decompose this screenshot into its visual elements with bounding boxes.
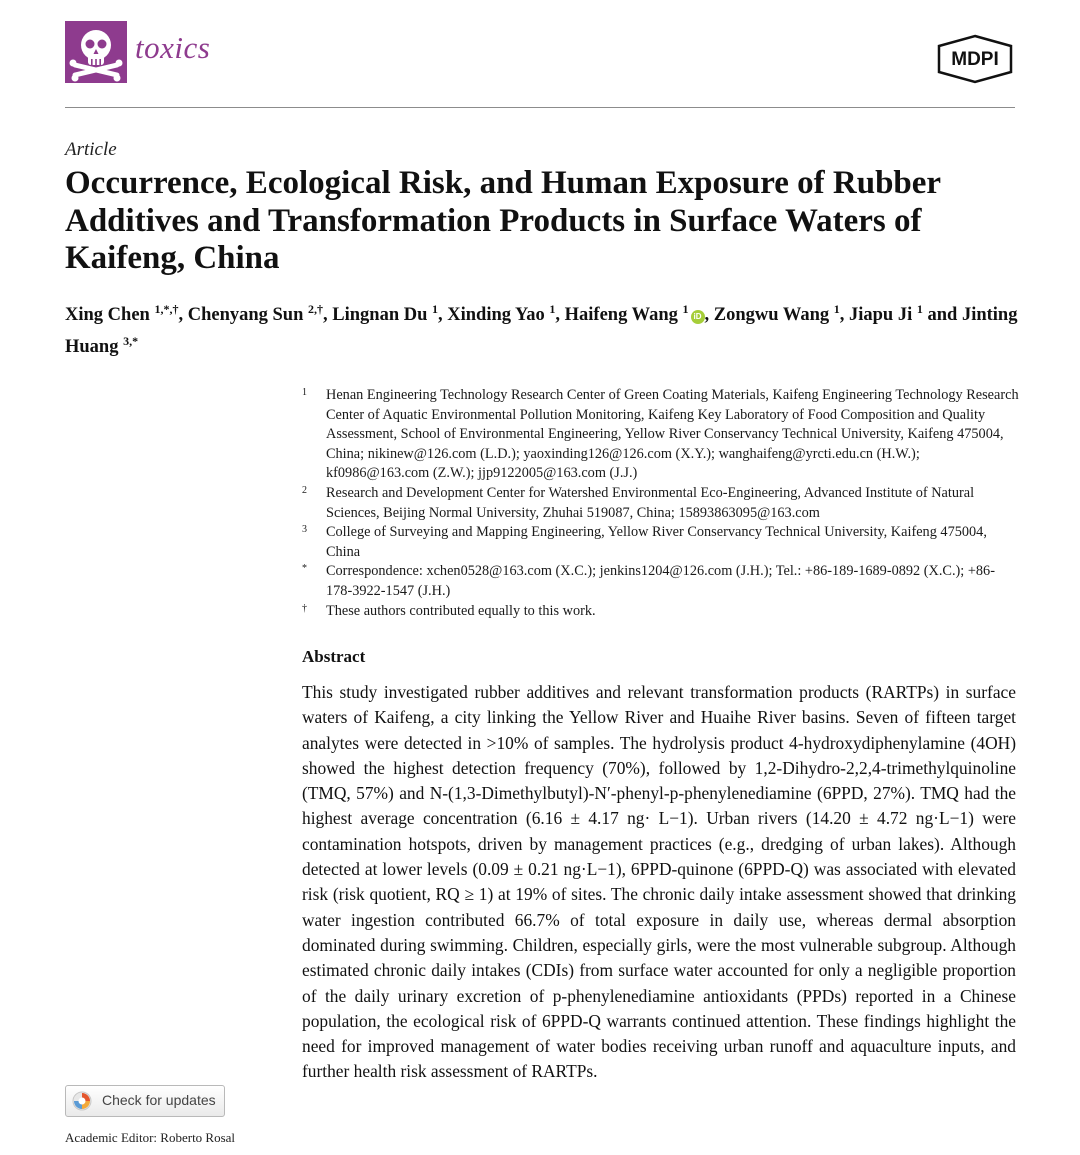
author-affiliation-mark: 1: [833, 302, 840, 316]
affiliation-item: [300, 602, 1020, 622]
journal-name: toxics: [135, 30, 211, 65]
affiliation-item: [300, 562, 1020, 601]
academic-editor: Academic Editor: Roberto Rosal: [65, 1130, 236, 1145]
affiliation-mark: †: [302, 602, 307, 614]
affiliation-mark: 1: [302, 387, 307, 398]
check-updates-label: Check for updates: [102, 1092, 216, 1108]
author-affiliation-mark: 1: [916, 302, 923, 316]
author-separator: ,: [555, 305, 565, 326]
author-name[interactable]: Xinding Yao: [447, 305, 545, 326]
skull-crossbones-icon: [65, 21, 127, 83]
article-title: Occurrence, Ecological Risk, and Human Exposure of Rubber Additives and Transformation Products in Surface Waters of Kaifeng, China: [65, 165, 941, 276]
abstract-text: This study investigated rubber additives and relevant transformation products (RARTPs) in surface waters of Kaifeng, a city linking the Yellow River and Huaihe River basins. Seven of fifteen target analytes were detected in >10% of samples. The hydrolysis product 4-hydroxydiphenylamine (4OH) showed the highest detection frequency (70%), followed by 1,2-Dihydro-2,2,4-trimethylquinoline (TMQ, 57%) and N-(1,3-Dimethylbutyl)-N′-phenyl-p-phenylenediamine (6PPD, 27%). TMQ had the highest average concentration (6.16 ± 4.17 ng· L−1). Urban rivers (14.20 ± 4.72 ng·L−1) were contamination hotspots, driven by management practices (e.g., dredging of urban lakes). Although detected at lower levels (0.09 ± 0.21 ng·L−1), 6PPD-quinone (6PPD-Q) was associated with elevated risk (risk quotient, RQ ≥ 1) at 19% of sites. The chronic daily intake assessment showed that drinking water ingestion contributed 66.7% of total exposure in daily use, whereas dermal absorption dominated during swimming. Children, especially girls, were the most vulnerable subgroup. Although estimated chronic daily intakes (CDIs) from surface water accounted for only a negligible proportion of the daily urinary excretion of p-phenylenediamine antioxidants (PPDs) reported in a Chinese population, the ecological risk of 6PPD-Q warrants continued attention. These findings highlight the need for improved management of water bodies receiving urban runoff and aquaculture inputs, and further health risk assessment of RARTPs.: [302, 682, 1016, 1082]
author-name[interactable]: Chenyang Sun: [187, 305, 304, 326]
author-separator: ,: [704, 305, 714, 326]
affiliation-item: [300, 386, 1020, 484]
publisher-logo: [935, 34, 1015, 84]
author-list: [65, 296, 1025, 360]
author-affiliation-mark: 3,*: [123, 334, 139, 349]
author-name[interactable]: Haifeng Wang: [564, 305, 678, 326]
header-divider: [65, 107, 1015, 108]
author-name[interactable]: Zongwu Wang: [713, 305, 830, 326]
abstract-heading: Abstract: [302, 647, 366, 666]
affiliation-text: College of Surveying and Mapping Engineering, Yellow River Conservancy Technical University, Kaifeng 475004, China: [326, 524, 987, 560]
publisher-name: MDPI: [951, 49, 999, 70]
affiliation-mark: 2: [302, 484, 307, 496]
mdpi-logo-icon: [935, 34, 1015, 84]
author-separator: and: [922, 305, 962, 326]
author-affiliation-mark: 1: [682, 302, 689, 316]
author-name[interactable]: Jinting Huang: [65, 305, 1018, 358]
author-name[interactable]: Jiapu Ji: [849, 305, 913, 326]
affiliation-text: These authors contributed equally to this work.: [326, 602, 596, 619]
author-separator: ,: [839, 305, 849, 326]
check-for-updates-button[interactable]: [65, 1085, 225, 1117]
orcid-icon[interactable]: iD: [691, 310, 705, 324]
affiliation-text: Henan Engineering Technology Research Center of Green Coating Materials, Kaifeng Engineering Technology Research Center of Aquatic Environmental Pollution Monitoring, Kaifeng Key Laboratory of Food Composition and Quality Assessment, School of Environmental Engineering, Yellow River Conservancy Technical University, Kaifeng 475004, China; nikinew@126.com (L.D.); yaoxinding126@126.com (X.Y.); wanghaifeng@yrcti.edu.cn (H.W.); kf0986@163.com (Z.W.); jjp9122005@163.com (J.J.): [326, 387, 1019, 482]
author-affiliation-mark: 1,*,†: [154, 302, 179, 316]
affiliation-text: Correspondence: xchen0528@163.com (X.C.); jenkins1204@126.com (J.H.); Tel.: +86-189-1689-0892 (X.C.); +86-178-3922-1547 (J.H.): [326, 563, 995, 599]
author-affiliation-mark: 1: [432, 302, 439, 316]
journal-logo: [65, 21, 127, 83]
affiliation-item: [300, 523, 1020, 562]
affiliation-mark: 3: [302, 524, 307, 536]
author-affiliation-mark: 1: [549, 302, 556, 316]
author-name[interactable]: Xing Chen: [65, 305, 150, 326]
affiliation-mark: *: [302, 563, 307, 575]
check-updates-icon: [72, 1091, 92, 1111]
author-affiliation-mark: 2,†: [308, 302, 324, 316]
author-separator: ,: [438, 305, 448, 326]
article-type: Article: [65, 139, 117, 160]
affiliation-text: Research and Development Center for Watershed Environmental Eco-Engineering, Advanced Institute of Natural Sciences, Beijing Normal University, Zhuhai 519087, China; 15893863095@163.com: [326, 484, 975, 521]
affiliations: [300, 386, 1020, 621]
author-separator: ,: [178, 305, 188, 326]
author-separator: ,: [323, 305, 333, 326]
affiliation-item: [300, 484, 1020, 523]
author-name[interactable]: Lingnan Du: [332, 305, 428, 326]
